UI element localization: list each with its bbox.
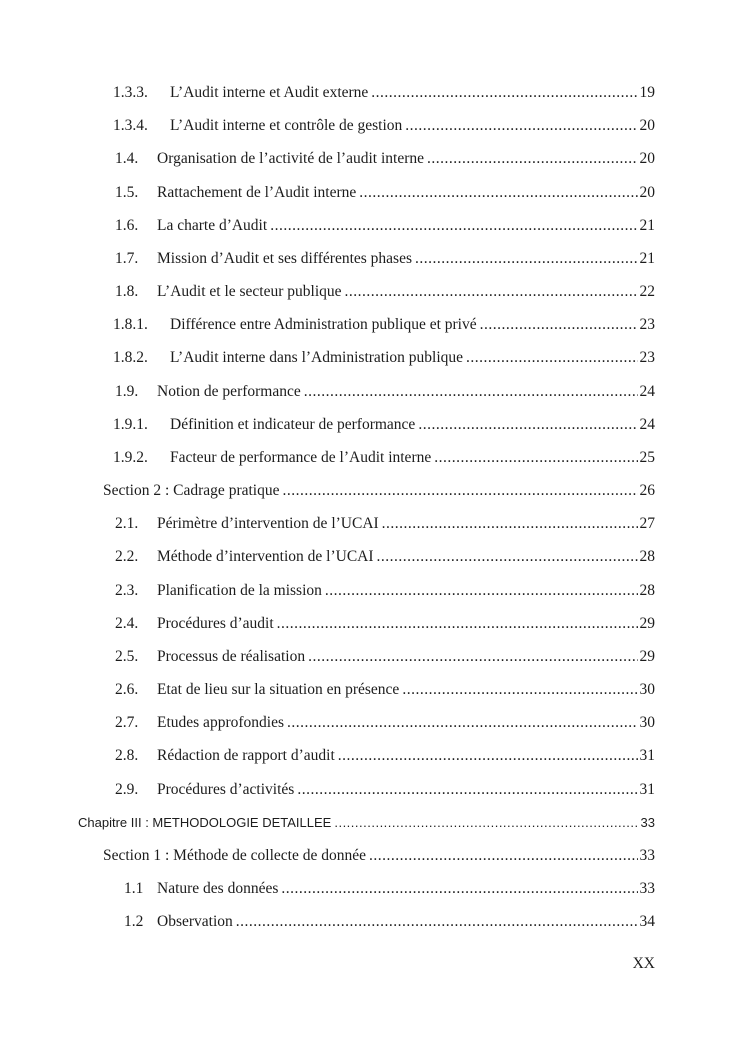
toc-entry: [78, 383, 655, 416]
toc-entry-title: Différence entre Administration publique et privé: [170, 316, 477, 334]
toc-entry-number: 1.1: [124, 880, 144, 898]
toc-entry: [78, 814, 655, 847]
dot-leader: [415, 250, 638, 267]
toc-entry-number: 1.3.3.: [113, 84, 148, 101]
dot-leader: [377, 548, 638, 565]
toc-entry-number: 1.4.: [115, 150, 139, 168]
toc-entry-page: 23: [639, 349, 655, 367]
toc-entry-title: L’Audit interne et contrôle de gestion: [170, 117, 403, 135]
toc-entry-number: 2.5.: [115, 647, 139, 665]
toc-entry-title: Facteur de performance de l’Audit interne: [170, 448, 432, 466]
toc-entry-page: 30: [639, 681, 655, 699]
toc-entry: [78, 117, 655, 150]
toc-entry-title: Chapitre III : METHODOLOGIE DETAILLEE: [78, 814, 332, 830]
toc-entry-title: Processus de réalisation: [157, 647, 306, 665]
dot-leader: [418, 416, 637, 433]
toc-entry: [78, 548, 655, 581]
toc-entry-page: 21: [639, 249, 655, 267]
toc-entry-number: 1.8.2.: [113, 349, 148, 367]
toc-entry-number: 1.9.2.: [113, 448, 148, 466]
toc-entry-number: 2.2.: [115, 548, 139, 566]
toc-entry-page: 26: [639, 482, 655, 500]
toc-entry-page: 33: [640, 814, 655, 830]
toc-entry: [78, 714, 655, 747]
dot-leader: [308, 648, 637, 665]
dot-leader: [334, 814, 638, 831]
toc-entry: [78, 880, 655, 913]
toc-entry-number: 2.1.: [115, 515, 139, 533]
toc-entry-title: Nature des données: [157, 880, 279, 898]
toc-entry: [78, 250, 655, 283]
toc-entry-number: 1.8.: [115, 283, 139, 301]
toc-entry: [78, 781, 655, 814]
toc-entry: [78, 283, 655, 316]
dot-leader: [282, 482, 637, 499]
toc-entry-number: 2.8.: [115, 747, 139, 765]
toc-entry-number: 1.9.: [115, 382, 139, 400]
dot-leader: [427, 150, 638, 167]
toc-entry: [78, 648, 655, 681]
toc-entry: [78, 913, 655, 946]
toc-entry: [78, 747, 655, 780]
toc-entry-page: 30: [639, 714, 655, 732]
dot-leader: [345, 283, 638, 300]
toc-entry-number: 2.4.: [115, 614, 139, 632]
toc-entry-number: 1.2: [124, 913, 144, 931]
table-of-contents: [78, 84, 655, 946]
toc-entry: [78, 349, 655, 382]
toc-entry: [78, 681, 655, 714]
toc-entry-number: 2.7.: [115, 714, 139, 732]
toc-entry: [78, 449, 655, 482]
toc-entry: [78, 847, 655, 880]
dot-leader: [281, 880, 637, 897]
toc-entry-number: 2.9.: [115, 780, 139, 798]
toc-entry-page: 19: [639, 84, 655, 101]
toc-entry: [78, 217, 655, 250]
page-footer: [633, 955, 655, 973]
dot-leader: [287, 714, 638, 731]
toc-entry-title: Méthode d’intervention de l’UCAI: [157, 548, 374, 566]
toc-entry-title: Etudes approfondies: [157, 714, 284, 732]
toc-entry-title: Organisation de l’activité de l’audit interne: [157, 150, 424, 168]
toc-entry-page: 24: [639, 382, 655, 400]
toc-entry-title: L’Audit interne dans l’Administration publique: [170, 349, 464, 367]
toc-entry: [78, 150, 655, 183]
toc-entry-title: Notion de performance: [157, 382, 301, 400]
toc-entry-title: Rédaction de rapport d’audit: [157, 747, 335, 765]
dot-leader: [236, 913, 638, 930]
toc-entry-page: 25: [639, 448, 655, 466]
dot-leader: [371, 84, 637, 101]
toc-entry-page: 27: [639, 515, 655, 533]
dot-leader: [277, 615, 638, 632]
toc-entry-title: L’Audit interne et Audit externe: [170, 84, 369, 101]
toc-entry-title: Etat de lieu sur la situation en présence: [157, 681, 400, 699]
toc-entry-number: 1.8.1.: [113, 316, 148, 334]
dot-leader: [405, 117, 637, 134]
toc-entry-page: 23: [639, 316, 655, 334]
toc-entry-title: Section 1 : Méthode de collecte de donnée: [103, 846, 366, 864]
dot-leader: [369, 847, 638, 864]
dot-leader: [402, 681, 637, 698]
toc-entry: [78, 482, 655, 515]
dot-leader: [325, 582, 638, 599]
toc-entry-page: 29: [639, 647, 655, 665]
toc-entry-page: 34: [639, 913, 655, 931]
toc-entry: [78, 582, 655, 615]
toc-entry-title: La charte d’Audit: [157, 216, 268, 234]
dot-leader: [297, 781, 637, 798]
toc-entry-title: Section 2 : Cadrage pratique: [103, 482, 280, 500]
toc-entry-number: 1.7.: [115, 249, 139, 267]
toc-entry: [78, 184, 655, 217]
dot-leader: [304, 383, 638, 400]
page-number: XX: [632, 955, 655, 972]
toc-entry: [78, 84, 655, 117]
toc-entry-title: Observation: [157, 913, 233, 931]
toc-entry-title: L’Audit et le secteur publique: [157, 283, 342, 301]
toc-entry-title: Mission d’Audit et ses différentes phases: [157, 249, 412, 267]
toc-entry-page: 22: [639, 283, 655, 301]
toc-entry-page: 33: [639, 880, 655, 898]
toc-entry-page: 31: [639, 780, 655, 798]
dot-leader: [359, 184, 637, 201]
toc-entry-title: Périmètre d’intervention de l’UCAI: [157, 515, 379, 533]
toc-entry: [78, 515, 655, 548]
toc-entry: [78, 615, 655, 648]
toc-entry-number: 1.9.1.: [113, 415, 148, 433]
toc-entry-page: 20: [639, 117, 655, 135]
dot-leader: [382, 515, 638, 532]
toc-entry-page: 28: [639, 581, 655, 599]
dot-leader: [338, 747, 638, 764]
toc-entry-page: 24: [639, 415, 655, 433]
toc-entry-number: 2.6.: [115, 681, 139, 699]
toc-entry-page: 20: [639, 183, 655, 201]
toc-entry-page: 31: [639, 747, 655, 765]
toc-entry-page: 28: [639, 548, 655, 566]
toc-entry-number: 1.5.: [115, 183, 139, 201]
toc-entry-page: 33: [639, 846, 655, 864]
toc-entry-title: Planification de la mission: [157, 581, 322, 599]
toc-entry-title: Procédures d’audit: [157, 614, 274, 632]
dot-leader: [466, 349, 637, 366]
toc-entry-title: Rattachement de l’Audit interne: [157, 183, 357, 201]
dot-leader: [270, 217, 637, 234]
toc-entry-number: 2.3.: [115, 581, 139, 599]
toc-entry-number: 1.3.4.: [113, 117, 148, 135]
dot-leader: [480, 316, 638, 333]
toc-entry-number: 1.6.: [115, 216, 139, 234]
toc-entry-page: 21: [639, 216, 655, 234]
toc-entry-title: Procédures d’activités: [157, 780, 295, 798]
toc-entry: [78, 416, 655, 449]
toc-entry-title: Définition et indicateur de performance: [170, 415, 416, 433]
toc-entry: [78, 316, 655, 349]
dot-leader: [434, 449, 637, 466]
toc-entry-page: 20: [639, 150, 655, 168]
toc-entry-page: 29: [639, 614, 655, 632]
